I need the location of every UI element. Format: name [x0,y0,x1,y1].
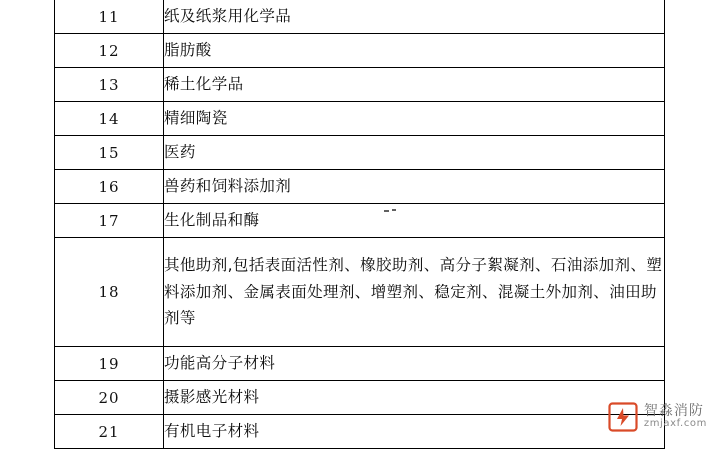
catalog-table [54,0,665,449]
table-row [55,381,665,415]
row-number: 11 [55,0,164,34]
table-row [55,170,665,204]
row-number: 14 [55,102,164,136]
row-number: 20 [55,381,164,415]
row-text: 纸及纸浆用化学品 [164,0,665,34]
scan-artifact [384,210,389,212]
row-text: 精细陶瓷 [164,102,665,136]
watermark-subtitle: zmjaxf.com [643,418,707,430]
row-text: 有机电子材料 [164,415,665,449]
row-text: 兽药和饲料添加剂 [164,170,665,204]
table-row [55,0,665,34]
scan-artifact [392,209,396,211]
row-text: 摄影感光材料 [164,381,665,415]
table-row [55,136,665,170]
row-text: 稀土化学品 [164,68,665,102]
row-text: 其他助剂,包括表面活性剂、橡胶助剂、高分子絮凝剂、石油添加剂、塑料添加剂、金属表面处理剂、增塑剂、稳定剂、混凝土外加剂、油田助剂等 [164,238,665,347]
row-number: 18 [55,238,164,347]
table-row [55,238,665,347]
row-number: 21 [55,415,164,449]
table-row [55,347,665,381]
watermark-title: 智淼消防 [643,403,704,420]
table-row [55,34,665,68]
row-number: 16 [55,170,164,204]
row-number: 15 [55,136,164,170]
table-body [55,0,665,449]
row-number: 12 [55,34,164,68]
table-row [55,102,665,136]
table-row [55,204,665,238]
row-number: 17 [55,204,164,238]
row-text: 生化制品和酶 [164,204,665,238]
row-text: 功能高分子材料 [164,347,665,381]
table-row [55,68,665,102]
row-text: 脂肪酸 [164,34,665,68]
table-row [55,415,665,449]
row-number: 13 [55,68,164,102]
row-text: 医药 [164,136,665,170]
row-number: 19 [55,347,164,381]
